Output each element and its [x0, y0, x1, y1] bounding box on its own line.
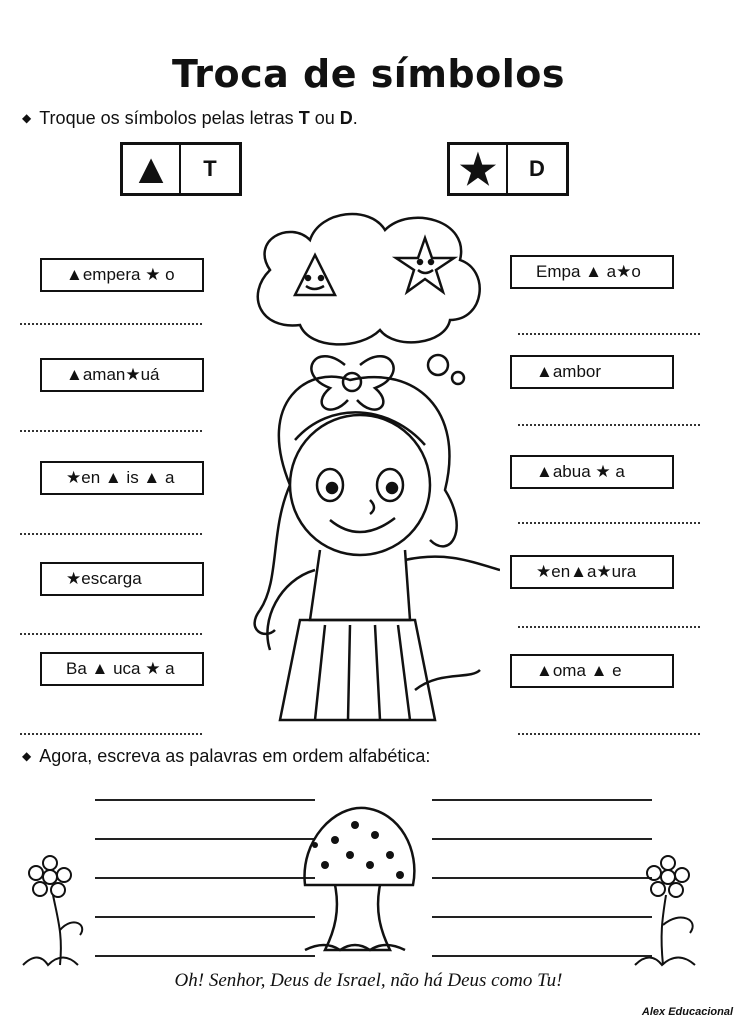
- answer-line-left-5[interactable]: [20, 733, 202, 735]
- instruction-1: ◆ Troque os símbolos pelas letras T ou D.: [22, 108, 358, 128]
- writing-line-left-3[interactable]: [95, 877, 315, 879]
- key-triangle-t: [120, 142, 242, 196]
- brand-label: Alex Educacional: [641, 1006, 733, 1018]
- word-box-left-4: ★escarga: [40, 562, 204, 596]
- writing-line-right-1[interactable]: [432, 799, 652, 801]
- writing-line-right-3[interactable]: [432, 877, 652, 879]
- footer-verse: Oh! Senhor, Deus de Israel, não há Deus como Tu!: [174, 970, 563, 991]
- answer-line-left-3[interactable]: [20, 533, 202, 535]
- page-title: Troca de símbolos: [172, 52, 565, 96]
- bullet-diamond-icon: ◆: [22, 111, 32, 125]
- instruction-2: ◆ Agora, escreva as palavras em ordem alfabética:: [22, 746, 431, 766]
- word-box-left-2: ▲aman★uá: [40, 358, 204, 392]
- word-box-right-1: Empa ▲ a★o: [510, 255, 674, 289]
- word-box-left-1: ▲empera ★ o: [40, 258, 204, 292]
- key-letter-t: T: [203, 156, 217, 181]
- key-letter-d: D: [529, 156, 545, 181]
- writing-line-left-1[interactable]: [95, 799, 315, 801]
- answer-line-left-4[interactable]: [20, 633, 202, 635]
- girl-illustration: [200, 200, 500, 740]
- word-box-right-3: ▲abua ★ a: [510, 455, 674, 489]
- answer-line-right-5[interactable]: [518, 733, 700, 735]
- answer-line-left-2[interactable]: [20, 430, 202, 432]
- word-box-right-4: ★en▲a★ura: [510, 555, 674, 589]
- flower-right-illustration: [630, 855, 705, 970]
- bullet-diamond-icon: ◆: [22, 749, 32, 763]
- answer-line-left-1[interactable]: [20, 323, 202, 325]
- word-box-left-3: ★en ▲ is ▲ a: [40, 461, 204, 495]
- triangle-icon: ▲: [123, 145, 181, 193]
- mushroom-illustration: [295, 800, 425, 960]
- answer-line-right-4[interactable]: [518, 626, 700, 628]
- word-box-left-5: Ba ▲ uca ★ a: [40, 652, 204, 686]
- star-icon: ★: [450, 145, 508, 193]
- flower-left-illustration: [18, 855, 93, 970]
- writing-line-left-4[interactable]: [95, 916, 315, 918]
- word-box-right-5: ▲oma ▲ e: [510, 654, 674, 688]
- word-box-right-2: ▲ambor: [510, 355, 674, 389]
- answer-line-right-2[interactable]: [518, 424, 700, 426]
- answer-line-right-3[interactable]: [518, 522, 700, 524]
- writing-line-left-5[interactable]: [95, 955, 315, 957]
- writing-line-right-4[interactable]: [432, 916, 652, 918]
- answer-line-right-1[interactable]: [518, 333, 700, 335]
- writing-line-right-2[interactable]: [432, 838, 652, 840]
- writing-line-right-5[interactable]: [432, 955, 652, 957]
- key-star-d: [447, 142, 569, 196]
- writing-line-left-2[interactable]: [95, 838, 315, 840]
